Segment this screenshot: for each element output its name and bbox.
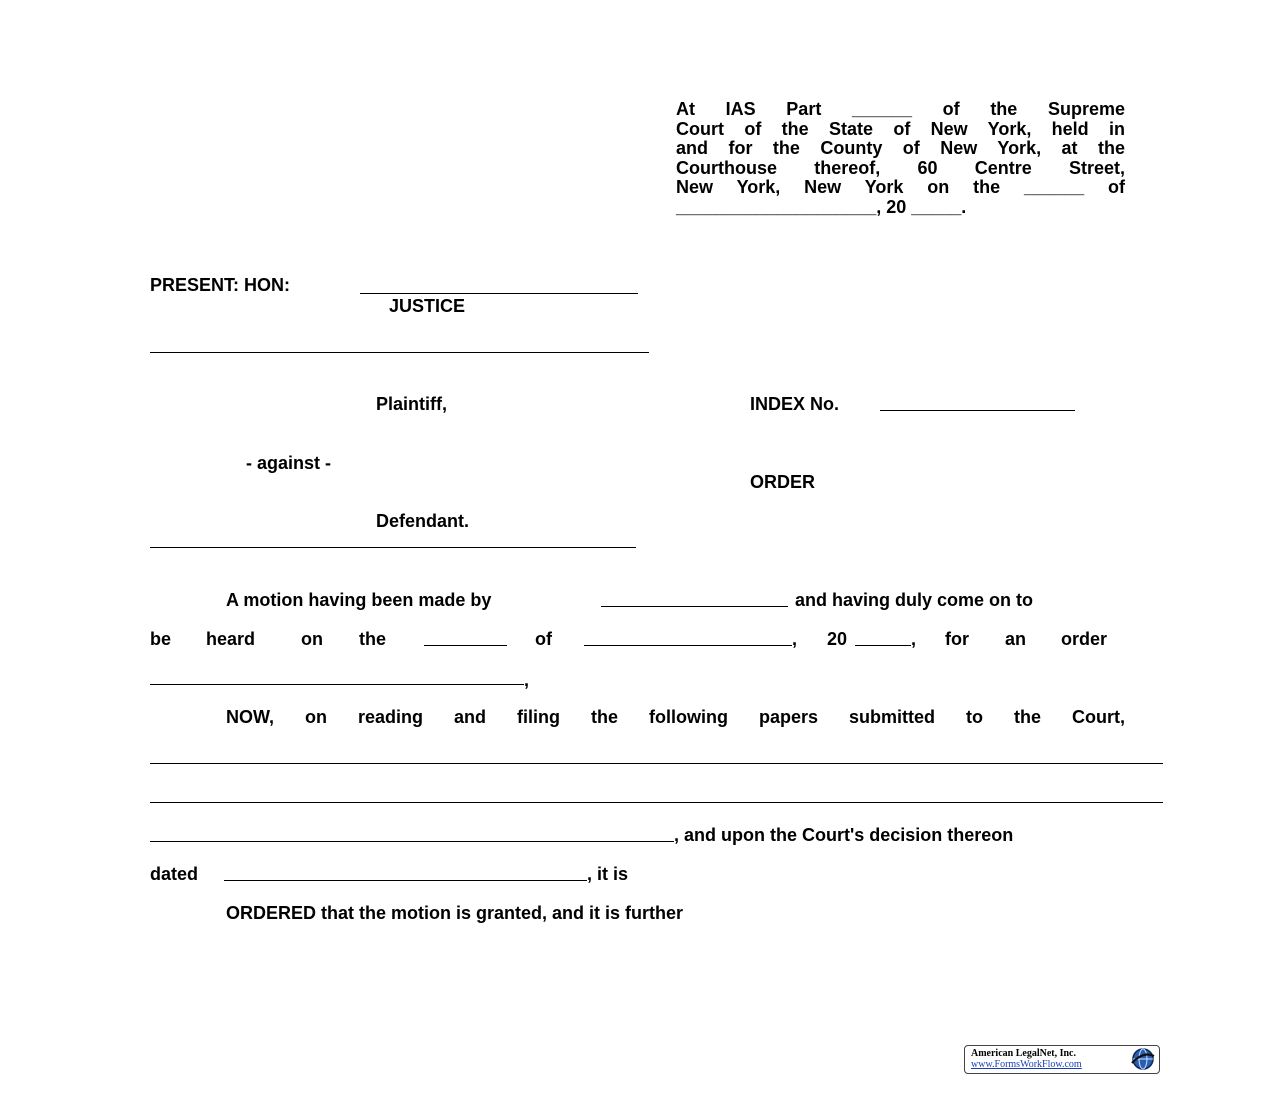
defendant-name-field[interactable] bbox=[150, 547, 636, 548]
word-of: of bbox=[535, 629, 552, 649]
word-order: order bbox=[1061, 629, 1108, 649]
index-label: INDEX No. bbox=[750, 394, 840, 414]
dated-label: dated bbox=[150, 864, 199, 884]
word-twenty: 20 bbox=[827, 629, 848, 649]
logo-url-link[interactable]: www.FormsWorkFlow.com bbox=[971, 1059, 1082, 1070]
order-relief-field[interactable] bbox=[150, 684, 524, 685]
movant-field[interactable] bbox=[601, 606, 788, 607]
papers-field-1[interactable] bbox=[150, 763, 1163, 764]
hearing-month-field[interactable] bbox=[584, 645, 792, 646]
word-be: be bbox=[150, 629, 172, 649]
justice-name-field[interactable] bbox=[360, 293, 638, 294]
word-for: for bbox=[945, 629, 969, 649]
comma-1: , bbox=[792, 629, 798, 649]
hearing-year-field[interactable] bbox=[855, 645, 911, 646]
caption-line-4: Courthouse thereof, 60 Centre Street, bbox=[676, 157, 1125, 178]
papers-field-3[interactable] bbox=[150, 841, 674, 842]
it-is-text: , it is bbox=[587, 864, 629, 884]
defendant-label: Defendant. bbox=[376, 511, 470, 531]
caption-line-3: and for the County of New York, at the bbox=[676, 138, 1125, 158]
papers-field-2[interactable] bbox=[150, 802, 1163, 803]
hearing-day-field[interactable] bbox=[424, 645, 507, 646]
plaintiff-name-field[interactable] bbox=[150, 352, 649, 353]
index-number-field[interactable] bbox=[880, 410, 1075, 411]
word-the: the bbox=[359, 629, 386, 649]
word-an: an bbox=[1005, 629, 1027, 649]
ordered-text: ORDERED that the motion is granted, and it is further bbox=[226, 903, 684, 923]
logo-company-name: American LegalNet, Inc. bbox=[971, 1048, 1076, 1059]
caption-line-2: Court of the State of New York, held in bbox=[676, 118, 1125, 139]
court-caption bbox=[676, 100, 1125, 217]
word-heard: heard bbox=[206, 629, 256, 649]
now-reading-text: NOW, on reading and filing the following papers submitted to the Court, bbox=[226, 707, 1125, 727]
present-label: PRESENT: HON: bbox=[150, 275, 291, 295]
against-label: - against - bbox=[246, 453, 332, 473]
plaintiff-label: Plaintiff, bbox=[376, 394, 447, 414]
justice-title: JUSTICE bbox=[389, 296, 466, 316]
motion-intro-text: A motion having been made by bbox=[226, 590, 492, 610]
caption-line-5: New York, New York on the ______ of bbox=[676, 177, 1125, 197]
motion-intro-end: and having duly come on to bbox=[795, 590, 1034, 610]
word-on: on bbox=[301, 629, 323, 649]
relief-comma: , bbox=[524, 670, 530, 690]
globe-icon bbox=[1130, 1047, 1156, 1071]
order-heading: ORDER bbox=[750, 472, 816, 492]
decision-date-field[interactable] bbox=[224, 880, 587, 881]
caption-line-6: ____________________, 20 _____. bbox=[676, 196, 967, 217]
comma-2: , bbox=[911, 629, 917, 649]
caption-line-1: At IAS Part ______ of the Supreme bbox=[676, 99, 1125, 119]
footer-logo[interactable] bbox=[964, 1045, 1160, 1074]
decision-text: , and upon the Court's decision thereon bbox=[674, 825, 1014, 845]
